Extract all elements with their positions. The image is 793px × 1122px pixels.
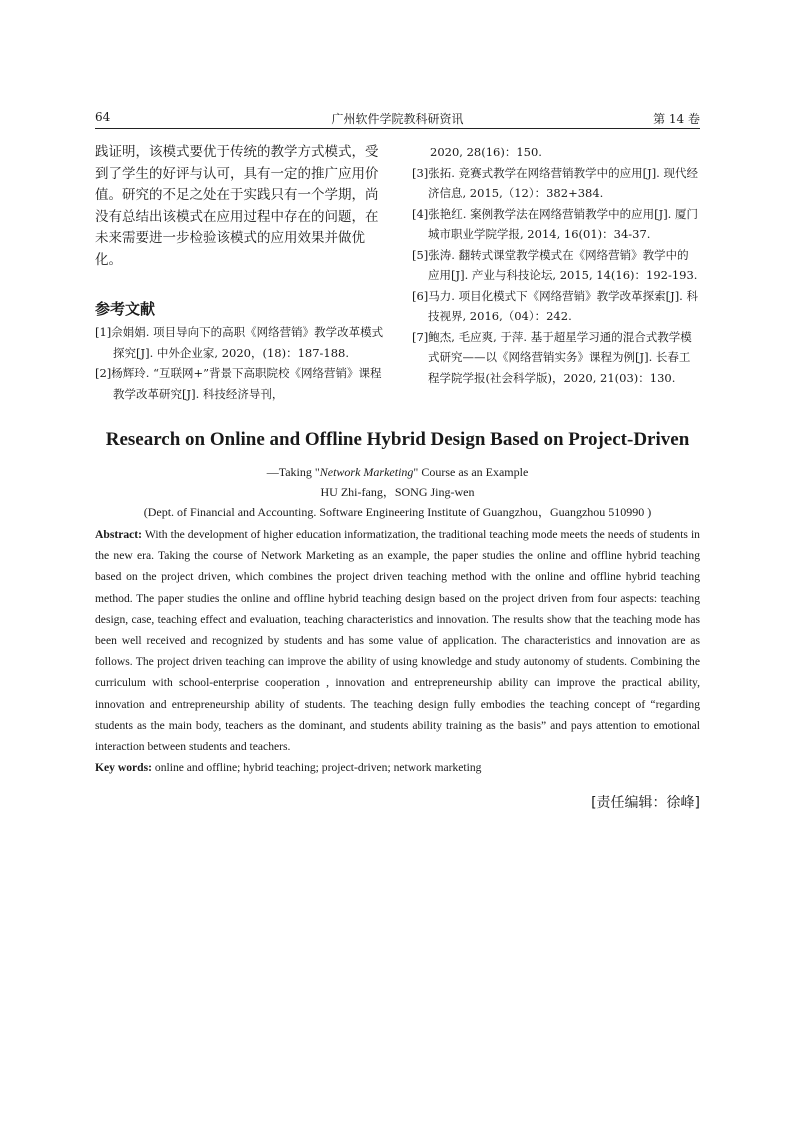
reference-item: [5]张涛. 翻转式课堂教学模式在《网络营销》教学中的应用[J]. 产业与科技论坛, 2015, 14(16)：192-193.	[412, 247, 698, 282]
keywords-line	[95, 757, 700, 778]
english-title: Research on Online and Offline Hybrid Design Based on Project-Driven	[105, 429, 690, 450]
volume-label: 第 14 卷	[653, 112, 700, 126]
reference-continuation: 2020, 28(16)：150.	[430, 145, 542, 159]
keywords-text: online and offline; hybrid teaching; project-driven; network marketing	[154, 761, 482, 775]
left-column	[95, 142, 387, 401]
reference-item: [3]张拓. 竞赛式教学在网络营销教学中的应用[J]. 现代经济信息, 2015,（12）：382+384.	[412, 165, 698, 200]
english-authors: HU Zhi-fang，SONG Jing-wen	[320, 485, 475, 499]
english-abstract-section	[95, 428, 700, 778]
journal-name: 广州软件学院教科研资讯	[331, 112, 464, 126]
abstract-text: With the development of higher education informatization, the traditional teaching mode meets the needs of students in the new era. Taking the course of Network Marketing as an example, the paper studies the online and offline hybrid teaching based on the project driven, which combines the project driven teaching method with the online and offline hybrid teaching method. The paper studies the online and offline hybrid teaching design based on the project driven from four aspects: teaching design, case, teaching effect and evaluation, teaching characteristics and innovation. The results show that the teaching mode has been well received and recognized by students and has some value of application. The characteristics and innovation are as follows. The project driven teaching can improve the ability of using knowledge and study autonomy of students. Combining the curriculum with school-enterprise cooperation , innovation and entrepreneurship ability can improve the practical ability, innovation and entrepreneurship ability of students. The teaching design fully embodies the teaching concept of “regarding students as the main body, teachers as the dominant, and students ability training as the basis” and pays attention to emotional interaction between students and teachers.	[95, 528, 700, 754]
english-subtitle	[95, 464, 700, 480]
subtitle-prefix: —Taking "	[266, 465, 320, 479]
reference-item: [7]鲍杰, 毛应爽, 于萍. 基于超星学习通的混合式教学模式研究——以《网络营销实务》课程为例[J]. 长春工程学院学报(社会科学版)，2020, 21(03)：130.	[412, 329, 692, 385]
conclusion-paragraph: 践证明，该模式要优于传统的教学方式模式，受到了学生的好评与认可，具有一定的推广应用价值。研究的不足之处在于实践只有一个学期，尚没有总结出该模式在应用过程中存在的问题，在未来需要进一步检验该模式的应用效果并做优化。	[95, 144, 379, 268]
subtitle-course-name: Network Marketing	[319, 465, 414, 479]
abstract-label: Abstract:	[95, 528, 143, 541]
reference-item: [6]马力. 项目化模式下《网络营销》教学改革探索[J]. 科技视界, 2016,（04）：242.	[412, 288, 698, 323]
references-list-left	[95, 322, 387, 404]
keywords-label: Key words:	[95, 761, 152, 775]
abstract-paragraph	[95, 524, 700, 757]
page-number: 64	[95, 110, 111, 124]
responsible-editor: [责任编辑：徐峰]	[591, 795, 700, 811]
reference-item: [4]张艳红. 案例教学法在网络营销教学中的应用[J]. 厦门城市职业学院学报, 2014, 16(01)：34-37.	[412, 206, 698, 241]
references-heading: 参考文献	[95, 300, 156, 318]
reference-item: [2]杨辉玲. “互联网+”背景下高职院校《网络营销》课程教学改革研究[J]. 科技经济导刊，	[95, 366, 382, 401]
right-column	[412, 142, 700, 388]
subtitle-suffix: " Course as an Example	[413, 465, 529, 479]
english-affiliation: (Dept. of Financial and Accounting. Software Engineering Institute of Guangzhou，Guangzhou 510990 )	[143, 505, 652, 519]
running-header	[95, 108, 700, 129]
reference-item: [1]佘娟娟. 项目导向下的高职《网络营销》教学改革模式探究[J]. 中外企业家, 2020，(18)：187-188.	[95, 325, 384, 360]
